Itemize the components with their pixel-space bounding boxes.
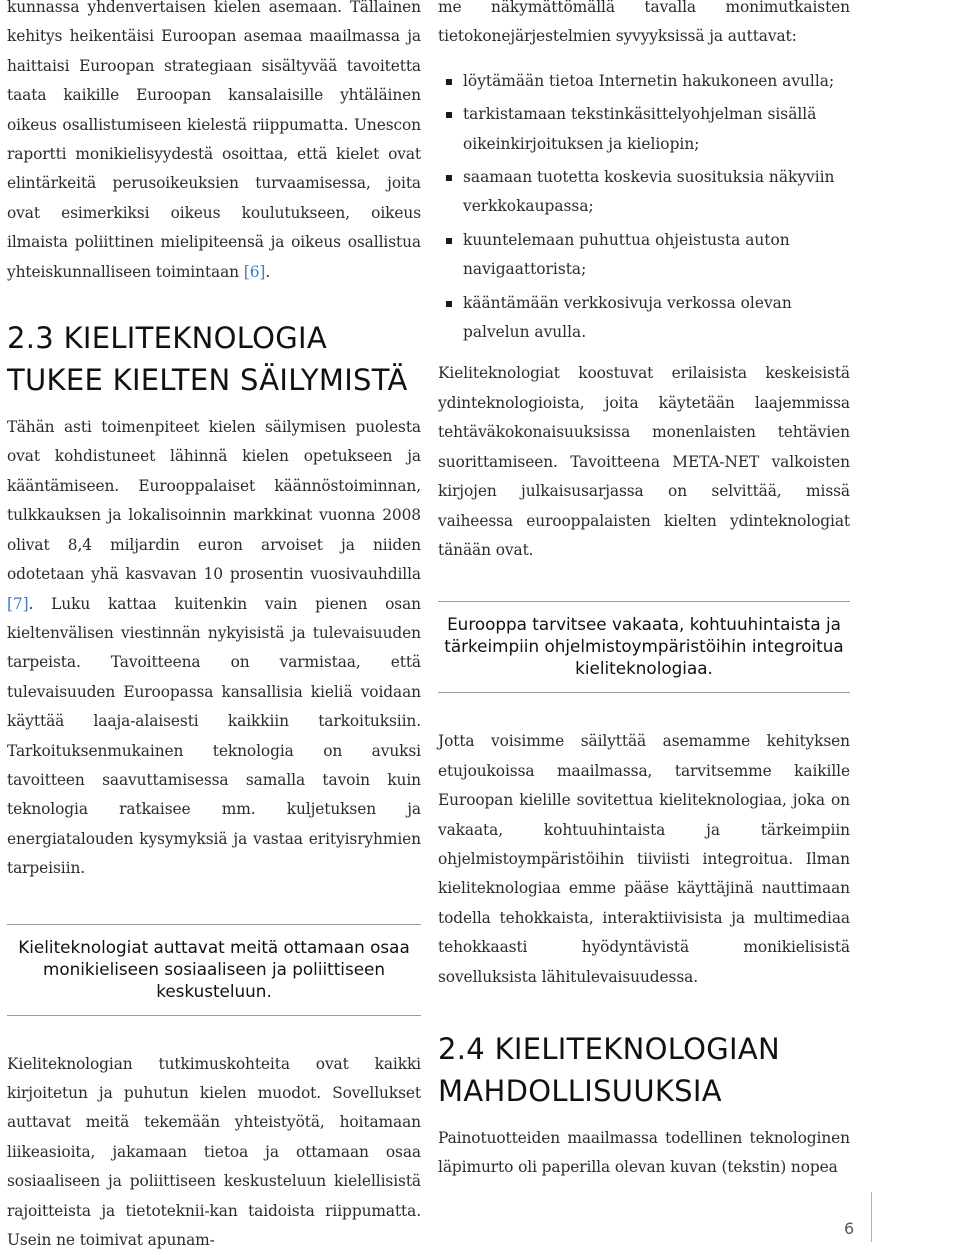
left-column	[7, 0, 421, 1255]
list-item	[438, 67, 850, 96]
bullet-square-icon	[446, 238, 452, 244]
list-item	[438, 289, 850, 348]
list-item-text: saamaan tuotetta koskevia suosituksia näkyviin verkkokaupassa;	[463, 168, 835, 216]
bullet-list	[438, 67, 850, 348]
list-item	[438, 100, 850, 159]
paragraph-text: .	[265, 262, 271, 281]
section-number: 2.4	[438, 1031, 486, 1066]
section-heading	[7, 317, 421, 401]
page-number: 6	[844, 1219, 855, 1238]
section-number: 2.3	[7, 321, 55, 356]
list-item	[438, 163, 850, 222]
pull-quote: Eurooppa tarvitsee vakaata, kohtuuhintaista ja tärkeimpiin ohjelmistoympäristöihin integroitua kieliteknologiaa.	[438, 601, 850, 693]
bullet-square-icon	[446, 301, 452, 307]
paragraph-text: . Luku kattaa kuitenkin vain pienen osan kieltenvälisen viestinnän nykyisistä ja tulevaisuuden tarpeista. Tavoitteena on varmistaa, että tulevaisuuden Euroopassa kansallisia kieliä voidaan käyttää laaja-alaisesti kaikkiin tarkoituksiin. Tarkoituksenmukainen teknologia on avuksi tavoitteen saavuttamisessa samalla tavoin kuin teknologia ratkaisee mm. kuljetuksen ja energiatalouden kysymyksiä ja vastaa erityisryhmien tarpeisiin.	[7, 594, 421, 878]
section-title: KIELITEKNOLOGIA TUKEE KIELTEN SÄILYMISTÄ	[7, 321, 408, 398]
paragraph-text: Tähän asti toimenpiteet kielen säilymisen puolesta ovat kohdistuneet lähinnä kielen opetukseen ja kääntämiseen. Eurooppalaiset käännöstoiminnan, tulkkauksen ja lokalisoinnin markkinat vuonna 2008 olivat 8,4 miljardin euron arvoiset ja niiden odotetaan yhä kasvavan 10 prosentin vuosivauhdilla	[7, 418, 421, 584]
body-paragraph: me näkymättömällä tavalla monimutkaisten tietokonejärjestelmien syvyyksissä ja auttavat:	[438, 0, 850, 46]
body-paragraph: Jotta voisimme säilyttää asemamme kehityksen etujoukoissa maailmassa, tarvitsemme kaikille Euroopan kielille sovitettua kieliteknologiaa, joka on vakaata, kohtuuhintaista ja tärkeimpiin ohjelmistoympäristöihin tiiviisti integroitua. Ilman kieliteknologiaa emme pääse käyttäjinä nauttimaan todella tehokkaista, interaktiivisista ja multimediaa tehokkaasti hyödyntävistä monikielisistä sovelluksista lähitulevaisuudessa.	[438, 732, 850, 986]
list-item	[438, 226, 850, 285]
paragraph-text: kunnassa yhdenvertaisen kielen asemaan. Tällainen kehitys heikentäisi Euroopan asemaa maailmassa ja haittaisi Euroopan strategiaan sisältyvää tavoitetta taata kaikille Euroopan kansalaisille yhtäläinen oikeus osallistumiseen kielestä riippumatta. Unescon raportti monikielisyydestä osoittaa, että kielet ovat elintärkeitä perusoikeuksien turvaamisessa, joita ovat esimerkiksi oikeus koulutukseen, oikeus ilmaista poliittinen mielipiteensä ja oikeus osallistua yhteiskunnalliseen toimintaan	[7, 0, 421, 281]
list-item-text: löytämään tietoa Internetin hakukoneen avulla;	[463, 71, 835, 90]
page-number-divider	[871, 1192, 872, 1242]
bullet-square-icon	[446, 112, 452, 118]
list-item-text: tarkistamaan tekstinkäsittelyohjelman sisällä oikeinkirjoituksen ja kieliopin;	[463, 105, 817, 153]
list-item-text: kuuntelemaan puhuttua ohjeistusta auton navigaattorista;	[463, 230, 790, 279]
body-paragraph	[7, 413, 421, 884]
list-item-text: kääntämään verkkosivuja verkossa olevan palvelun avulla.	[463, 293, 792, 342]
body-paragraph: Kieliteknologiat koostuvat erilaisista keskeisistä ydinteknologioista, joita käytetään laajemmissa tehtäväkokonaisuuksissa monenlaisten tehtävien suorittamiseen. Tavoitteena META-NET valkoisten kirjojen julkaisusarjassa on selvittää, missä vaiheessa eurooppalaisten kielten ydinteknologiat tänään ovat.	[438, 364, 850, 559]
right-column	[438, 0, 850, 1183]
section-title: KIELITEKNOLOGIAN MAHDOLLISUUKSIA	[438, 1031, 781, 1108]
pull-quote: Kieliteknologiat auttavat meitä ottamaan osaa monikieliseen sosiaaliseen ja poliittiseen keskusteluun.	[7, 924, 421, 1016]
reference-link[interactable]: [7]	[7, 594, 29, 613]
section-heading	[438, 1028, 850, 1112]
bullet-square-icon	[446, 175, 452, 181]
reference-link[interactable]: [6]	[243, 262, 266, 281]
bullet-square-icon	[446, 79, 452, 85]
body-paragraph: Kieliteknologian tutkimuskohteita ovat kaikki kirjoitetun ja puhutun kielen muodot. Sovellukset auttavat meitä tekemään yhteistyötä, hoitamaan liikeasioita, jakamaan tietoa ja ottamaan osaa sosiaaliseen ja poliittiseen keskusteluun kielellisistä rajoitteista ja tietoteknii-kan taidoista riippumatta. Usein ne toimivat apunam-	[7, 1054, 421, 1249]
body-paragraph: Painotuotteiden maailmassa todellinen teknologinen läpimurto oli paperilla olevan kuvan (tekstin) nopea	[438, 1128, 850, 1177]
body-paragraph	[7, 0, 421, 287]
